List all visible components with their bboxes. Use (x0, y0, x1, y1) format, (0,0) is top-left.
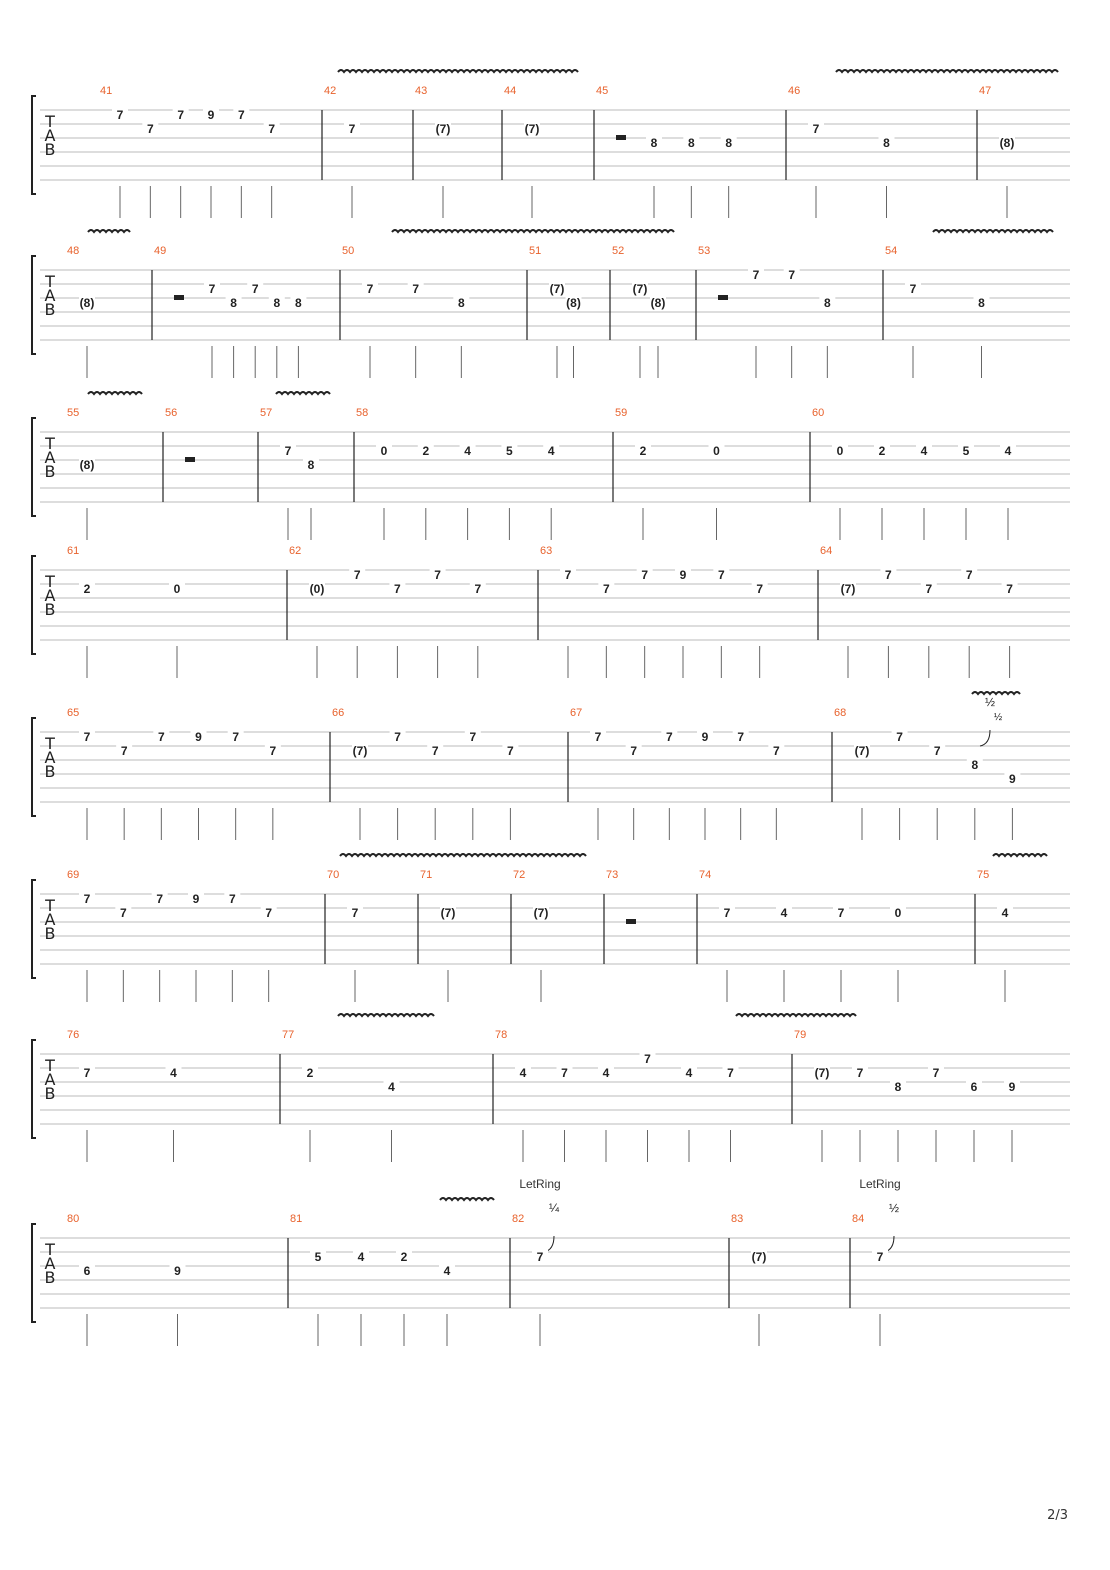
fret-number: (7) (751, 1250, 767, 1264)
fret-number: 7 (394, 730, 401, 744)
fret-number: 7 (394, 582, 401, 596)
fret-number: 4 (464, 444, 471, 458)
fret-number: 7 (723, 906, 731, 920)
system-bracket (32, 718, 36, 816)
measure-number: 68 (834, 707, 847, 719)
fret-number: (8) (650, 296, 666, 310)
vibrato-mark (338, 1014, 434, 1016)
fret-number: 5 (314, 1250, 322, 1264)
fret-number: 7 (268, 122, 276, 136)
fret-number: 7 (1006, 582, 1013, 596)
fret-number: 7 (208, 282, 216, 296)
fret-number: (7) (440, 906, 456, 920)
vibrato-mark (836, 70, 1058, 72)
measure-number: 44 (504, 85, 517, 97)
fret-number: 7 (269, 744, 277, 758)
system-bracket (32, 556, 36, 654)
fret-number: 4 (388, 1080, 395, 1094)
fret-number: (7) (632, 282, 648, 296)
vibrato-mark (338, 70, 578, 72)
tab-clef-letter: T (45, 1056, 55, 1075)
fret-number: 7 (119, 906, 127, 920)
fret-number: 7 (265, 906, 273, 920)
fret-number: 7 (431, 744, 439, 758)
fret-number: 0 (894, 906, 902, 920)
fret-number: 7 (561, 1066, 568, 1080)
measure-number: 77 (282, 1029, 295, 1041)
half-rest (718, 295, 728, 300)
fret-number: 8 (307, 458, 315, 472)
system-bracket (32, 418, 36, 516)
fret-number: 4 (357, 1250, 365, 1264)
measure-number: 52 (612, 245, 625, 257)
fret-number: 5 (506, 444, 513, 458)
measure-number: 63 (540, 545, 553, 557)
measure-number: 70 (327, 869, 340, 881)
system-bracket (32, 880, 36, 978)
fret-number: 7 (644, 1052, 651, 1066)
fret-number: 7 (351, 906, 359, 920)
fret-number: (8) (999, 136, 1015, 150)
measure-number: 60 (812, 407, 825, 419)
tab-clef-letter: A (44, 748, 56, 767)
fret-number: 0 (836, 444, 844, 458)
measure-number: 66 (332, 707, 345, 719)
vibrato-mark (340, 854, 586, 856)
fret-number: 7 (772, 744, 780, 758)
tab-system (32, 1014, 1070, 1162)
fret-number: (7) (352, 744, 368, 758)
measure-number: 49 (154, 245, 167, 257)
fret-number: 7 (876, 1250, 884, 1264)
measure-number: 56 (165, 407, 178, 419)
measure-number: 48 (67, 245, 80, 257)
fret-number: 7 (602, 582, 610, 596)
tab-system (32, 854, 1070, 1002)
tab-clef-letter: B (44, 300, 56, 319)
measure-number: 43 (415, 85, 428, 97)
fret-number: 4 (443, 1264, 451, 1278)
measure-number: 64 (820, 545, 833, 557)
let-ring-label: LetRing (519, 1177, 561, 1191)
measure-number: 67 (570, 707, 583, 719)
tab-clef-letter: A (44, 1254, 56, 1273)
bend-amount-secondary: ½ (993, 712, 1003, 723)
fret-number: 6 (83, 1264, 91, 1278)
measure-number: 59 (615, 407, 628, 419)
fret-number: 7 (412, 282, 420, 296)
half-rest (626, 919, 636, 924)
fret-number: 7 (788, 268, 796, 282)
measure-number: 47 (979, 85, 992, 97)
fret-number: 0 (173, 582, 181, 596)
fret-number: 7 (116, 108, 124, 122)
fret-number: 7 (812, 122, 820, 136)
fret-number: (7) (840, 582, 856, 596)
fret-number: 7 (752, 268, 760, 282)
tab-clef-letter: A (44, 910, 56, 929)
system-bracket (32, 256, 36, 354)
fret-number: 7 (353, 568, 361, 582)
measure-number: 51 (529, 245, 542, 257)
tab-clef-letter: B (44, 140, 56, 159)
tab-clef-letter: A (44, 1070, 56, 1089)
fret-number: 4 (1004, 444, 1012, 458)
system-bracket (32, 1040, 36, 1138)
measure-number: 81 (290, 1213, 303, 1225)
fret-number: 7 (232, 730, 240, 744)
measure-number: 80 (67, 1213, 80, 1225)
fret-number: 4 (519, 1066, 527, 1080)
measure-number: 83 (731, 1213, 744, 1225)
bend-amount: ¼ (548, 1201, 560, 1215)
fret-number: 7 (933, 744, 941, 758)
fret-number: 2 (639, 444, 647, 458)
tab-clef-letter: B (44, 762, 56, 781)
fret-number: 9 (1008, 1080, 1016, 1094)
measure-number: 82 (512, 1213, 525, 1225)
fret-number: 8 (725, 136, 733, 150)
measure-number: 41 (100, 85, 113, 97)
fret-number: 8 (823, 296, 831, 310)
fret-number: 8 (295, 296, 302, 310)
fret-number: 9 (1009, 772, 1016, 786)
fret-number: 8 (230, 296, 237, 310)
measure-number: 69 (67, 869, 80, 881)
tab-clef-letter: B (44, 600, 56, 619)
vibrato-mark (88, 230, 130, 232)
measure-number: 53 (698, 245, 711, 257)
fret-number: 7 (885, 568, 892, 582)
fret-number: 7 (83, 730, 91, 744)
tab-clef-letter: B (44, 1084, 56, 1103)
fret-number: (7) (533, 906, 549, 920)
measure-number: 50 (342, 245, 355, 257)
vibrato-mark (276, 392, 330, 394)
tab-system (32, 230, 1070, 378)
page-number: 2/3 (1047, 1508, 1068, 1523)
fret-number: 8 (650, 136, 658, 150)
vibrato-mark (88, 392, 142, 394)
fret-number: 7 (536, 1250, 544, 1264)
measure-number: 78 (495, 1029, 508, 1041)
fret-number: 7 (474, 582, 482, 596)
tab-clef-letter: B (44, 462, 56, 481)
fret-number: 7 (156, 892, 164, 906)
measure-number: 84 (852, 1213, 865, 1225)
fret-number: 7 (228, 892, 236, 906)
let-ring-label: LetRing (859, 1177, 901, 1191)
fret-number: 8 (894, 1080, 902, 1094)
fret-number: 7 (434, 568, 441, 582)
measure-number: 71 (420, 869, 433, 881)
fret-number: 8 (457, 296, 465, 310)
system-bracket (32, 96, 36, 194)
tab-clef-letter: T (45, 112, 55, 131)
fret-number: 7 (965, 568, 973, 582)
fret-number: (7) (814, 1066, 830, 1080)
fret-number: (7) (854, 744, 870, 758)
tab-clef-letter: T (45, 434, 55, 453)
vibrato-mark (972, 692, 1020, 694)
tab-clef-letter: T (45, 572, 55, 591)
fret-number: 7 (284, 444, 292, 458)
fret-number: (0) (309, 582, 325, 596)
fret-number: 9 (174, 1264, 181, 1278)
fret-number: 6 (970, 1080, 978, 1094)
fret-number: 7 (837, 906, 845, 920)
tab-system (32, 70, 1070, 218)
measure-number: 62 (289, 545, 302, 557)
fret-number: 7 (348, 122, 356, 136)
fret-number: 7 (717, 568, 725, 582)
measure-number: 79 (794, 1029, 807, 1041)
tab-clef-letter: A (44, 126, 56, 145)
measure-number: 58 (356, 407, 369, 419)
measure-number: 76 (67, 1029, 80, 1041)
fret-number: 2 (422, 444, 430, 458)
tab-clef-letter: A (44, 586, 56, 605)
fret-number: 7 (251, 282, 259, 296)
fret-number: 4 (547, 444, 555, 458)
system-bracket (32, 1224, 36, 1322)
fret-number: 7 (177, 108, 185, 122)
fret-number: 7 (594, 730, 602, 744)
fret-number: (7) (435, 122, 451, 136)
measure-number: 42 (324, 85, 337, 97)
fret-number: 7 (366, 282, 374, 296)
fret-number: 9 (701, 730, 709, 744)
fret-number: 7 (157, 730, 165, 744)
measure-number: 72 (513, 869, 526, 881)
tab-system (32, 545, 1070, 678)
tab-clef-letter: A (44, 286, 56, 305)
fret-number: (7) (524, 122, 540, 136)
fret-number: 7 (727, 1066, 734, 1080)
fret-number: 7 (83, 1066, 91, 1080)
fret-number: 7 (737, 730, 745, 744)
measure-number: 55 (67, 407, 80, 419)
fret-number: 7 (630, 744, 638, 758)
tab-system (32, 692, 1070, 840)
vibrato-mark (933, 230, 1053, 232)
fret-number: 7 (909, 282, 917, 296)
fret-number: 7 (564, 568, 572, 582)
fret-number: 9 (679, 568, 687, 582)
fret-number: (8) (79, 458, 95, 472)
fret-number: 7 (665, 730, 673, 744)
tab-clef-letter: A (44, 448, 56, 467)
half-rest (616, 135, 626, 140)
fret-number: 7 (925, 582, 933, 596)
fret-number: 4 (780, 906, 788, 920)
fret-number: 8 (687, 136, 695, 150)
fret-number: 4 (602, 1066, 610, 1080)
fret-number: 8 (978, 296, 985, 310)
fret-number: 7 (120, 744, 128, 758)
measure-number: 61 (67, 545, 80, 557)
bend-amount: ½ (984, 695, 996, 709)
measure-number: 46 (788, 85, 801, 97)
fret-number: 0 (713, 444, 720, 458)
fret-number: 7 (83, 892, 91, 906)
fret-number: 4 (920, 444, 928, 458)
fret-number: 7 (469, 730, 477, 744)
tab-clef-letter: B (44, 924, 56, 943)
tab-clef-letter: T (45, 896, 55, 915)
fret-number: (8) (79, 296, 95, 310)
fret-number: 7 (641, 568, 649, 582)
tab-clef-letter: T (45, 734, 55, 753)
fret-number: 7 (856, 1066, 864, 1080)
fret-number: 7 (146, 122, 154, 136)
fret-number: 9 (192, 892, 200, 906)
tab-system (32, 392, 1070, 540)
vibrato-mark (736, 1014, 856, 1016)
half-rest (174, 295, 184, 300)
fret-number: 0 (380, 444, 388, 458)
fret-number: 9 (207, 108, 215, 122)
bend-amount: ½ (888, 1201, 900, 1215)
fret-number: 8 (883, 136, 890, 150)
fret-number: 4 (685, 1066, 693, 1080)
tab-clef-letter: T (45, 272, 55, 291)
fret-number: 9 (195, 730, 202, 744)
fret-number: 5 (962, 444, 970, 458)
measure-number: 75 (977, 869, 990, 881)
measure-number: 73 (606, 869, 619, 881)
fret-number: 2 (83, 582, 91, 596)
vibrato-mark (440, 1198, 494, 1200)
fret-number: 8 (971, 758, 979, 772)
fret-number: 2 (878, 444, 886, 458)
measure-number: 45 (596, 85, 609, 97)
fret-number: 2 (400, 1250, 408, 1264)
half-rest (185, 457, 195, 462)
fret-number: 7 (237, 108, 245, 122)
fret-number: (7) (549, 282, 565, 296)
fret-number: 4 (170, 1066, 177, 1080)
fret-number: 7 (896, 730, 903, 744)
fret-number: 7 (756, 582, 764, 596)
fret-number: 7 (932, 1066, 940, 1080)
tab-clef-letter: B (44, 1268, 56, 1287)
vibrato-mark (392, 230, 674, 232)
fret-number: 2 (306, 1066, 314, 1080)
fret-number: 4 (1001, 906, 1009, 920)
fret-number: 7 (507, 744, 514, 758)
fret-number: (8) (566, 296, 581, 310)
measure-number: 74 (699, 869, 712, 881)
measure-number: 54 (885, 245, 898, 257)
tab-clef-letter: T (45, 1240, 55, 1259)
fret-number: 8 (273, 296, 281, 310)
measure-number: 65 (67, 707, 80, 719)
measure-number: 57 (260, 407, 273, 419)
tab-system (32, 1177, 1070, 1346)
vibrato-mark (993, 854, 1047, 856)
